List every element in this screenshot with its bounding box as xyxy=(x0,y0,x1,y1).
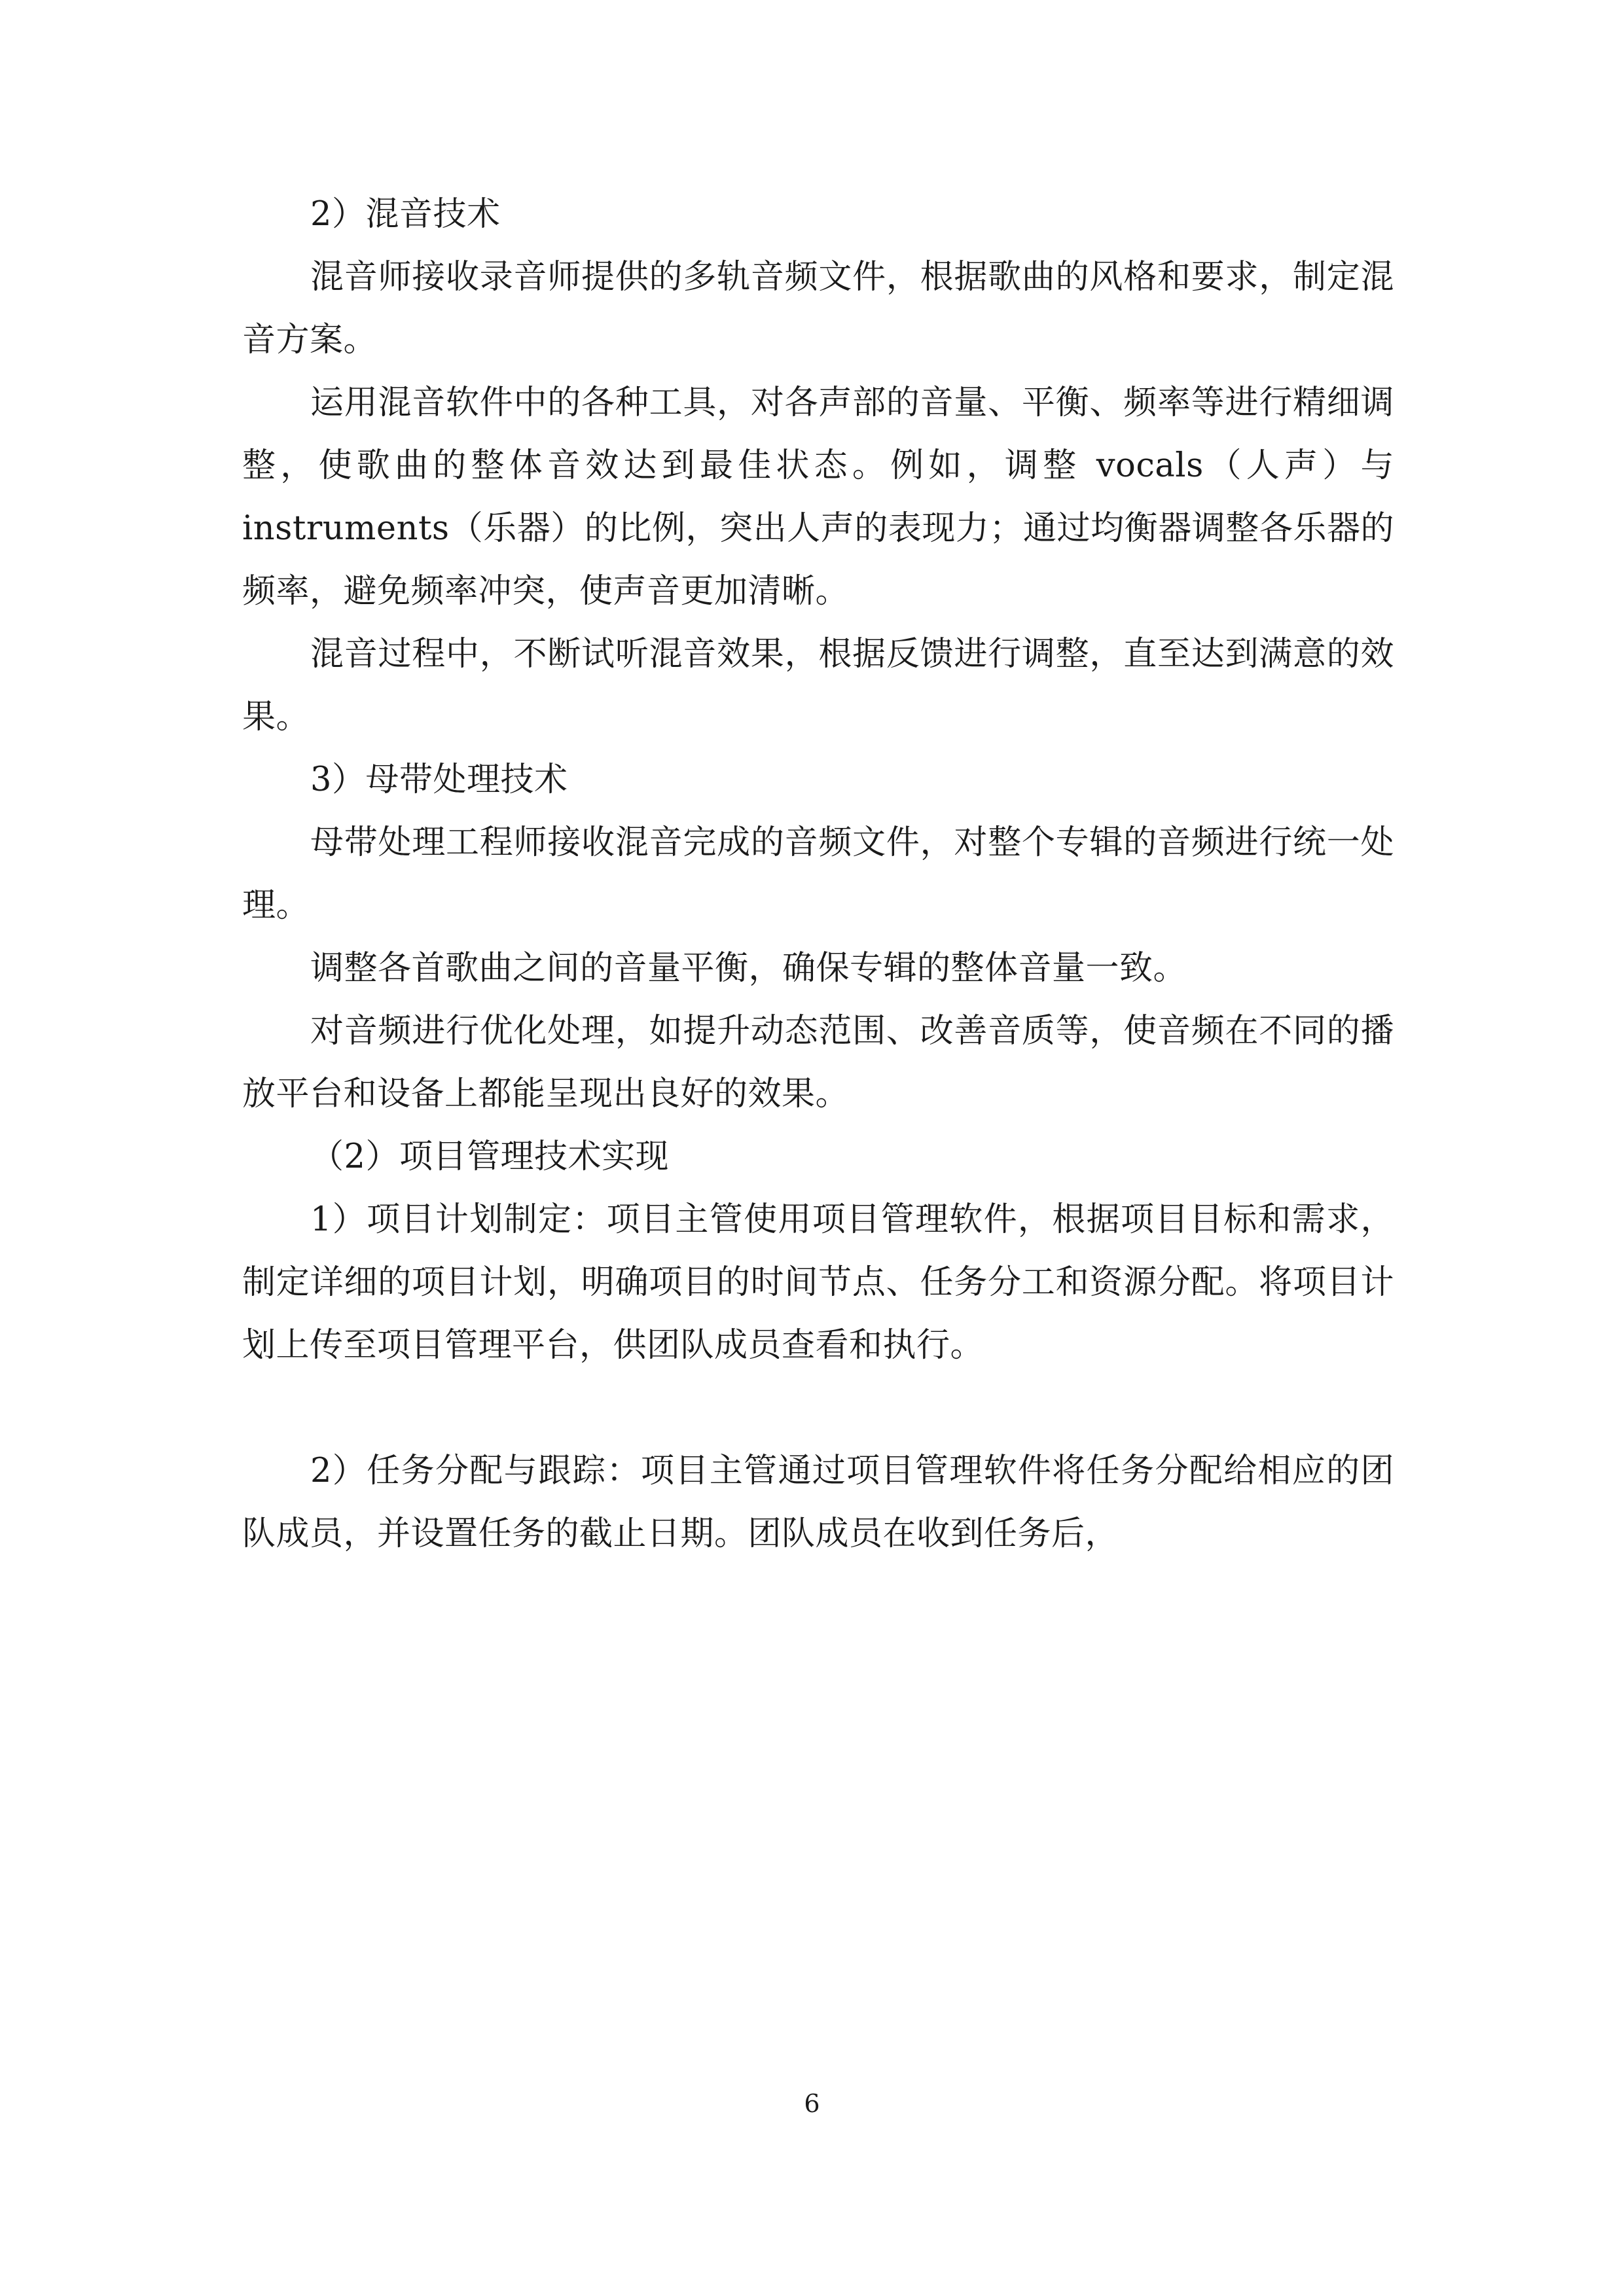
paragraph: 母带处理工程师接收混音完成的音频文件，对整个专辑的音频进行统一处理。 xyxy=(242,823,1394,925)
paragraph: 2）任务分配与跟踪：项目主管通过项目管理软件将任务分配给相应的团队成员，并设置任务的截止日期。团队成员在收到任务后， xyxy=(242,1452,1394,1553)
paragraph: （2）项目管理技术实现 xyxy=(310,1138,669,1176)
paragraph: 对音频进行优化处理，如提升动态范围、改善音质等，使音频在不同的播放平台和设备上都能呈现出良好的效果。 xyxy=(242,1012,1394,1113)
paragraph: 混音师接收录音师提供的多轨音频文件，根据歌曲的风格和要求，制定混音方案。 xyxy=(242,258,1394,359)
page-number: 6 xyxy=(804,2089,820,2118)
paragraph: 混音过程中，不断试听混音效果，根据反馈进行调整，直至达到满意的效果。 xyxy=(242,635,1394,736)
document-body xyxy=(242,183,1394,1566)
paragraph: 3）母带处理技术 xyxy=(310,761,568,799)
paragraph: 调整各首歌曲之间的音量平衡，确保专辑的整体音量一致。 xyxy=(310,949,1187,988)
paragraph: 1）项目计划制定：项目主管使用项目管理软件，根据项目目标和需求，制定详细的项目计划，明确项目的时间节点、任务分工和资源分配。将项目计划上传至项目管理平台，供团队成员查看和执行。 xyxy=(242,1200,1394,1365)
paragraph: 运用混音软件中的各种工具，对各声部的音量、平衡、频率等进行精细调整，使歌曲的整体音效达到最佳状态。例如，调整 vocals（人声）与 instruments（乐器）的比例，突出人声的表现力；通过均衡器调整各乐器的频率，避免频率冲突，使声音更加清晰。 xyxy=(242,384,1394,611)
paragraph: 2）混音技术 xyxy=(310,195,501,234)
